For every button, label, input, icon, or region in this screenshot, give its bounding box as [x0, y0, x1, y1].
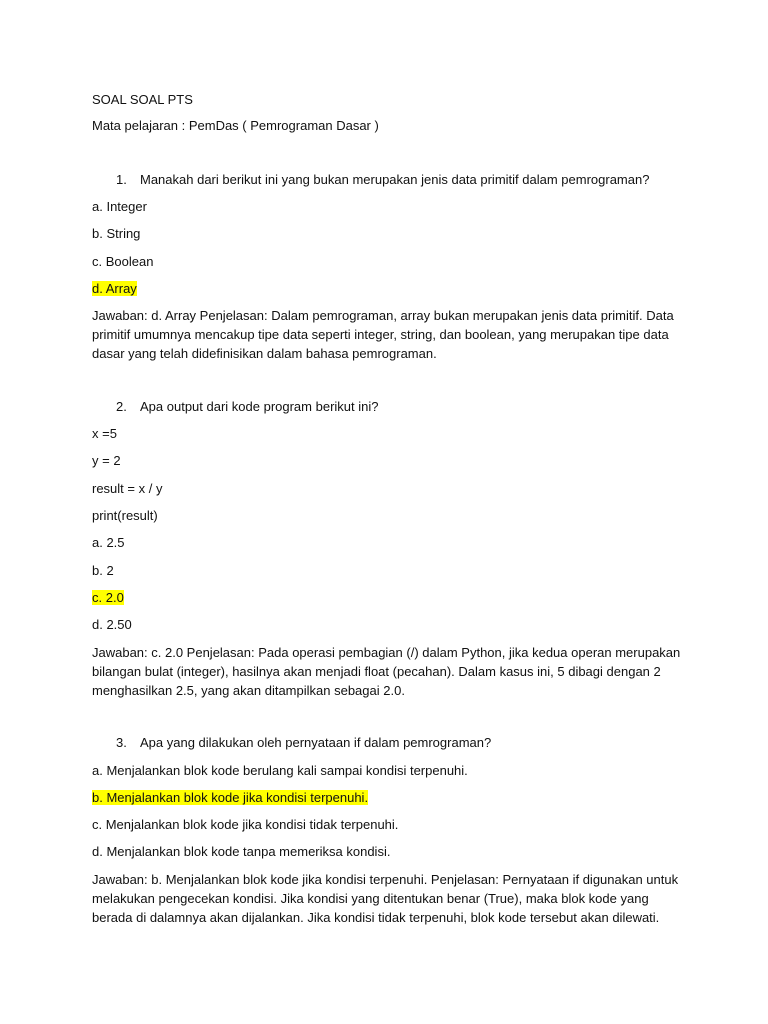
explanation-2: Jawaban: c. 2.0 Penjelasan: Pada operasi pembagian (/) dalam Python, jika kedua operan merupakan bilangan bulat (integer), hasilnya akan menjadi float (pecahan). Dalam kasus ini, 5 dibagi dengan 2 menghasilkan 2.5, yang akan ditampilkan sebagai 2.0. [92, 645, 681, 698]
code-line-4: print(result) [92, 508, 158, 523]
question-number: 3. [116, 735, 127, 750]
correct-answer-highlight: d. Array [92, 281, 137, 296]
explanation-1: Jawaban: d. Array Penjelasan: Dalam pemrograman, array bukan merupakan jenis data primitif. Data primitif umumnya mencakup tipe data seperti integer, string, dan boolean, yang merupakan tipe data dasar yang telah didefinisikan dalam bahasa pemrograman. [92, 308, 674, 361]
option-1b: b. String [92, 226, 141, 241]
question-2 [116, 398, 378, 416]
code-line-3: result = x / y [92, 481, 163, 496]
code-line-2: y = 2 [92, 453, 121, 468]
option-2d: d. 2.50 [92, 617, 132, 632]
option-2a: a. 2.5 [92, 535, 125, 550]
question-3 [116, 734, 491, 752]
document-title: SOAL SOAL PTS [92, 92, 193, 107]
correct-answer-highlight: c. 2.0 [92, 590, 124, 605]
subject-line: Mata pelajaran : PemDas ( Pemrograman Dasar ) [92, 118, 379, 133]
question-1 [116, 171, 649, 189]
question-number: 1. [116, 172, 127, 187]
question-text: Manakah dari berikut ini yang bukan merupakan jenis data primitif dalam pemrograman? [140, 172, 650, 187]
code-line-1: x =5 [92, 426, 117, 441]
option-2b: b. 2 [92, 563, 114, 578]
option-3c: c. Menjalankan blok kode jika kondisi tidak terpenuhi. [92, 817, 399, 832]
option-3a: a. Menjalankan blok kode berulang kali sampai kondisi terpenuhi. [92, 763, 468, 778]
question-text: Apa output dari kode program berikut ini? [140, 399, 379, 414]
option-3d: d. Menjalankan blok kode tanpa memeriksa kondisi. [92, 844, 391, 859]
option-2c [92, 589, 124, 607]
option-1d [92, 280, 137, 298]
option-1c: c. Boolean [92, 254, 154, 269]
question-number: 2. [116, 399, 127, 414]
correct-answer-highlight: b. Menjalankan blok kode jika kondisi terpenuhi. [92, 790, 369, 805]
question-text: Apa yang dilakukan oleh pernyataan if dalam pemrograman? [140, 735, 492, 750]
option-1a: a. Integer [92, 199, 147, 214]
explanation-3: Jawaban: b. Menjalankan blok kode jika kondisi terpenuhi. Penjelasan: Pernyataan if digunakan untuk melakukan pengecekan kondisi. Jika kondisi yang ditentukan benar (True), maka blok kode yang berada di dalamnya akan dijalankan. Jika kondisi tidak terpenuhi, blok kode tersebut akan dilewati. [92, 872, 679, 925]
option-3b [92, 789, 368, 807]
